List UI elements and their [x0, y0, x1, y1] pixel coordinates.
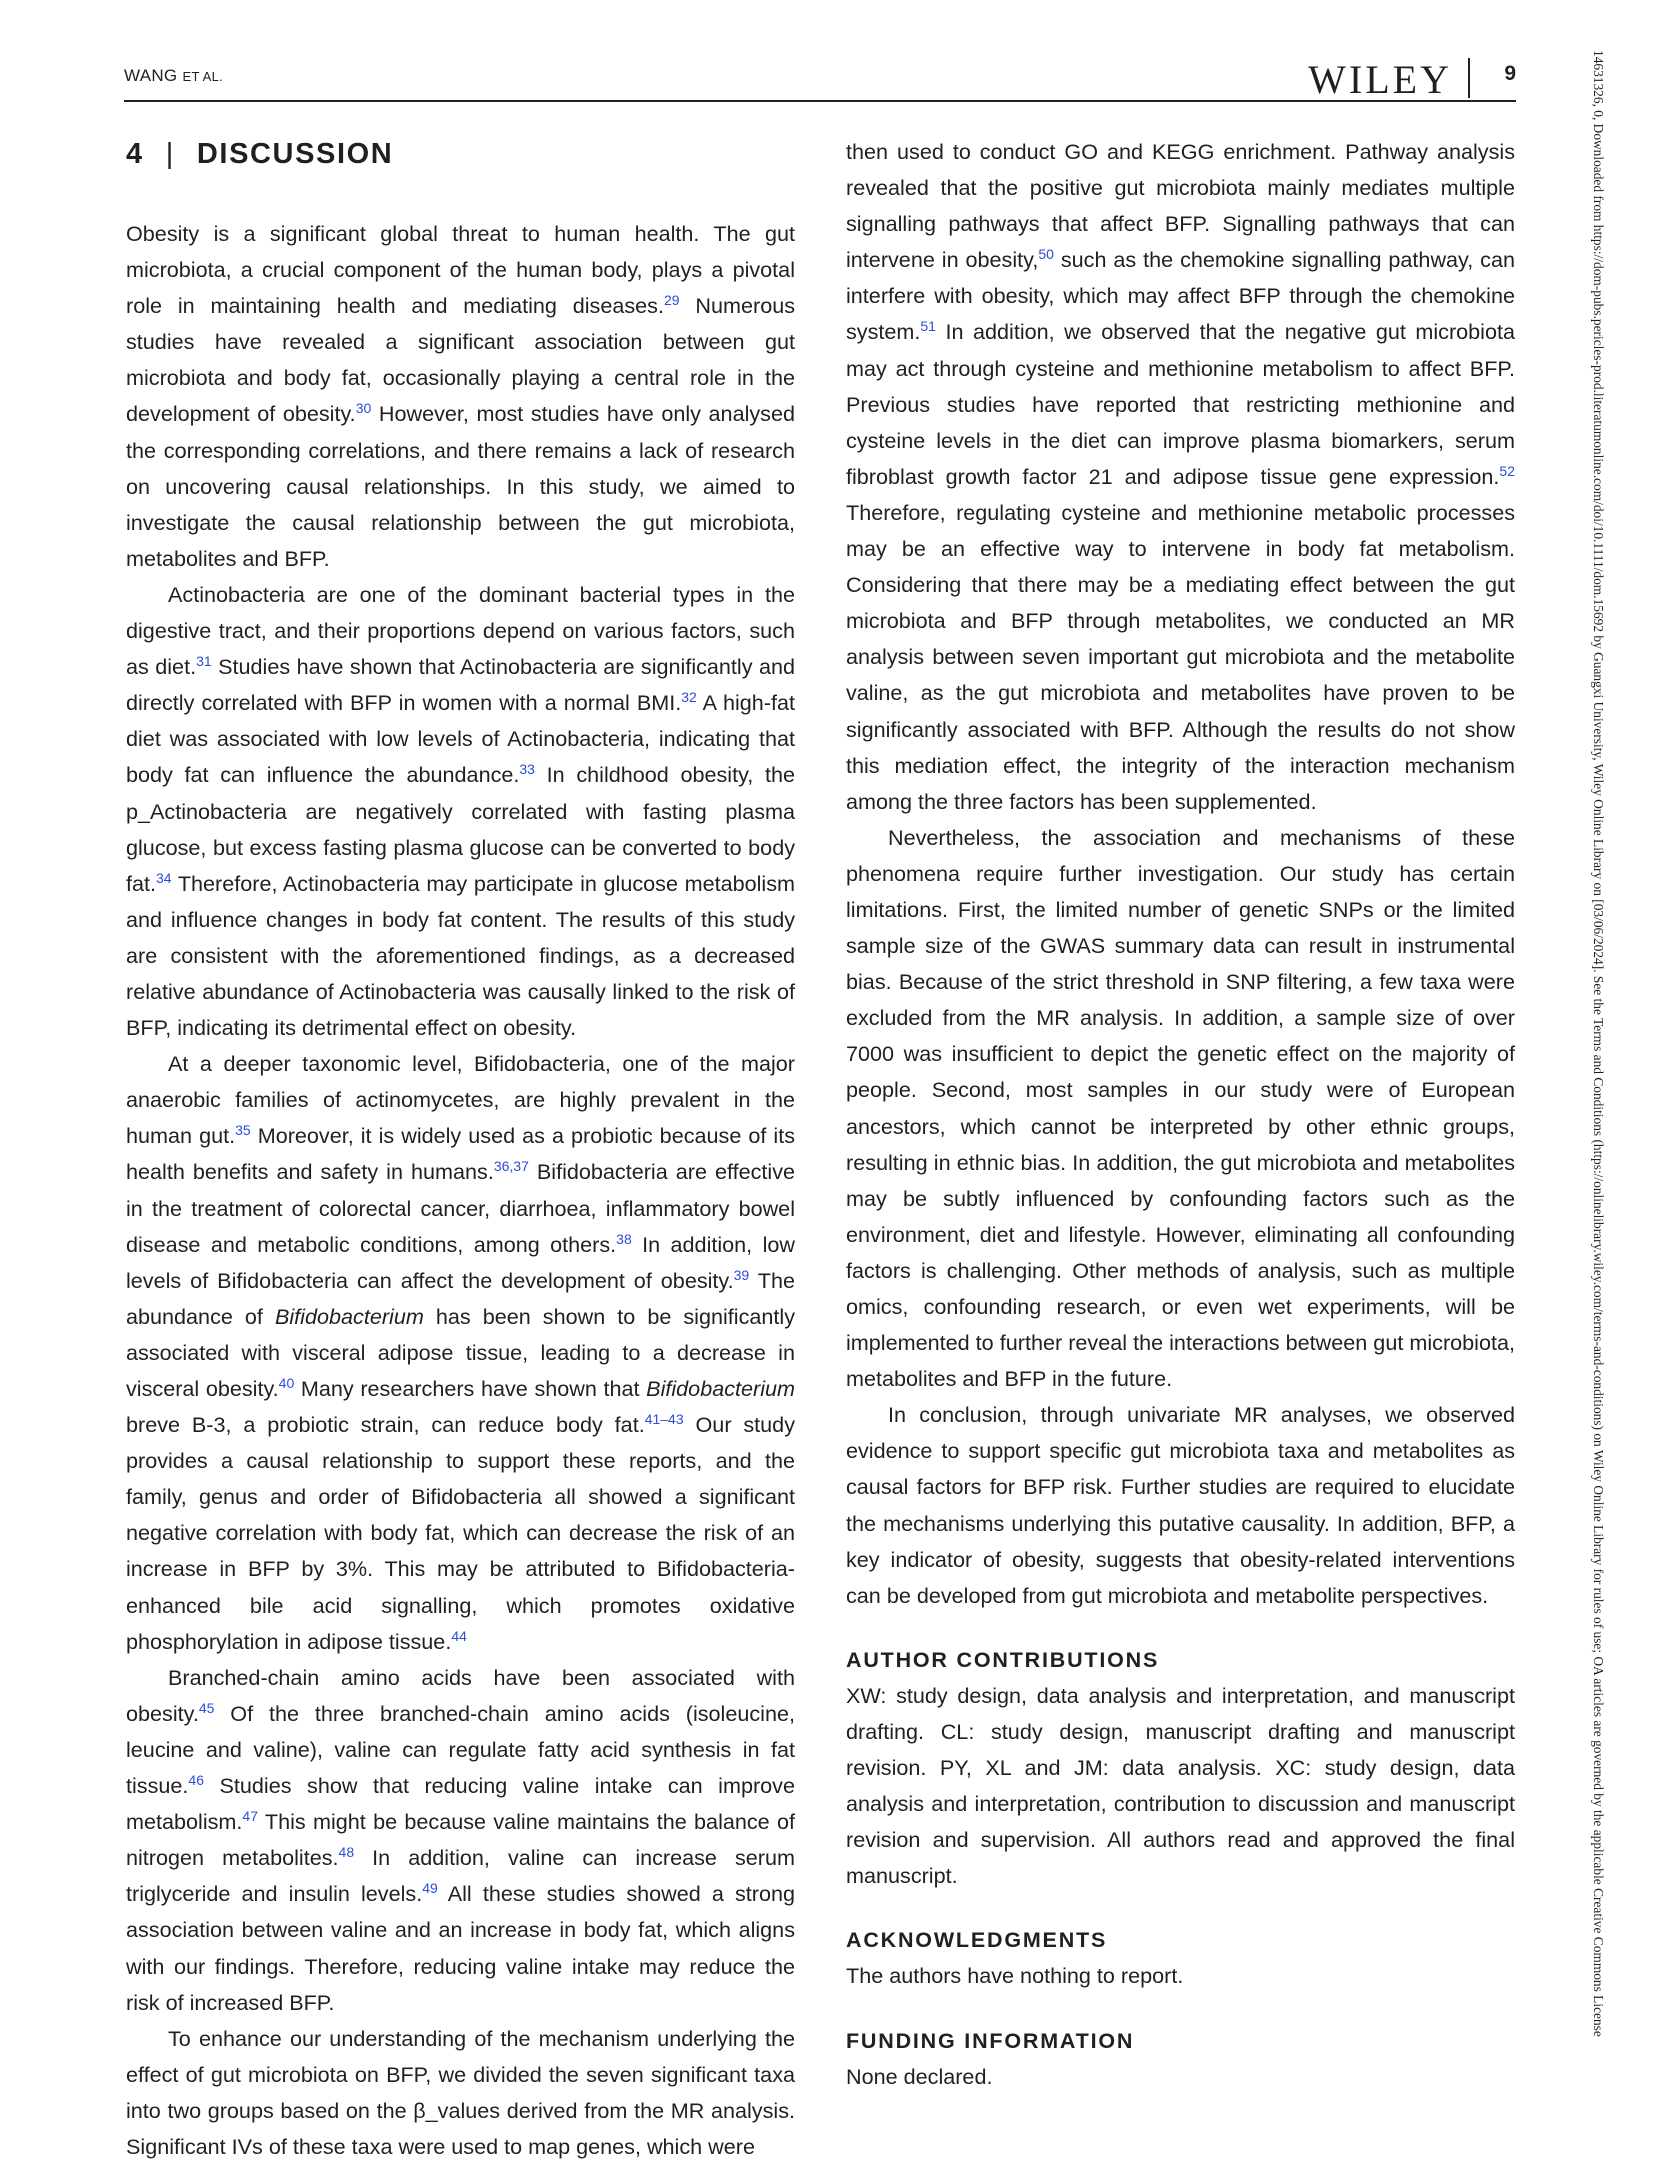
citation-link[interactable]: 39 [733, 1266, 750, 1283]
header-divider [1468, 58, 1470, 98]
citation-link[interactable]: 48 [338, 1844, 355, 1861]
acknowledgments-text: The authors have nothing to report. [846, 1963, 1184, 1989]
citation-link[interactable]: 44 [451, 1627, 467, 1644]
acknowledgments-heading: ACKNOWLEDGMENTS [846, 1928, 1108, 1953]
citation-link[interactable]: 49 [422, 1880, 438, 1897]
publisher-logo: WILEY [1308, 57, 1452, 102]
funding-text: None declared. [846, 2063, 993, 2089]
download-notice [1591, 50, 1616, 2120]
citation-link[interactable]: 29 [663, 292, 680, 308]
right-column [846, 134, 1515, 2095]
citation-link[interactable]: 35 [235, 1122, 251, 1139]
paragraph-conclusion: In conclusion, through univariate MR analyses, we observed evidence to support specific gut microbiota taxa and metabolites as causal factors for BFP risk. Further studies are required to elucidate the mechanisms underlying this putative causality. In addition, BFP, a key indicator of obesity, suggests that obesity-related interventions can be developed from gut microbiota and metabolite perspectives. [846, 1402, 1515, 1608]
page-header [124, 54, 1516, 102]
paragraph-discussion-1: Obesity is a significant global threat to human health. The gut microbiota, a crucial component of the human body, plays a pivotal role in maintaining health and mediating diseases.$^{29}$ Numerous studies have revealed a significant association between gut microbiota and body fat, occasionally playing a central role in the development of obesity.$^{30}$ However, most studies have only analysed the corresponding correlations, and there remains a lack of research on uncovering causal relationships. In this study, we aimed to investigate the causal relationship between the gut microbiota, metabolites and BFP. [126, 221, 796, 571]
page-number: 9 [1504, 62, 1516, 85]
section-divider: | [165, 138, 175, 170]
paragraph-limitations: Nevertheless, the association and mechanisms of these phenomena require further investigation. Our study has certain limitations. First, the limited number of genetic SNPs or the limited sample size of the GWAS summary data can result in instrumental bias. Because of the strict threshold in SNP filtering, a few taxa were excluded from the MR analysis. In addition, a sample size of over 7000 was insufficient to depict the genetic effect on the majority of people. Second, most samples in our study were of European ancestors, which cannot be interpreted by other ethnic groups, resulting in ethnic bias. In addition, the gut microbiota and metabolites may be subtly influenced by confounding factors such as the environment, diet and lifestyle. However, eliminating all confounding factors is challenging. Other methods of analysis, such as multiple omics, confounding research, or even wet experiments, will be implemented to further reveal the interactions between gut microbiota, metabolites and BFP in the future. [846, 824, 1515, 1392]
citation-link[interactable]: 45 [198, 1699, 215, 1716]
citation-link[interactable]: 47 [242, 1807, 258, 1824]
running-head-et-al: ET AL. [182, 69, 224, 84]
citation-link[interactable]: 33 [519, 761, 535, 778]
citation-link[interactable]: 41–43 [644, 1410, 684, 1427]
section-heading [126, 134, 795, 184]
citation-link[interactable]: 38 [616, 1230, 632, 1247]
section-title: DISCUSSION [196, 138, 394, 170]
author-contributions-text: XW: study design, data analysis and interpretation, and manuscript drafting. CL: study design, manuscript drafting and manuscript revision. PY, XL and JM: data analysis. XC: study design, data analysis and interpretation, contribution to discussion and manuscript revision and supervision. All authors read and approved the final manuscript. [846, 1682, 1515, 1889]
citation-link[interactable]: 31 [196, 652, 212, 669]
citation-link[interactable]: 30 [355, 400, 372, 417]
citation-link[interactable]: 52 [1499, 462, 1515, 479]
left-column [126, 134, 795, 2165]
paragraph-discussion-2: Actinobacteria are one of the dominant bacterial types in the digestive tract, and their proportions depend on various factors, such as diet.$^{31}$ Studies have shown that Actinobacteria are significantly and directly correlated with BFP in women with a normal BMI.$^{32}$ A high-fat diet was associated with low levels of Actinobacteria, indicating that body fat can influence the abundance.$^{33}$ In childhood obesity, the p_Actinobacteria are negatively correlated with fasting plasma glucose, but excess fasting plasma glucose can be converted to body fat.$^{34}$ Therefore, Actinobacteria may participate in glucose metabolism and influence changes in body fat content. The results of this study are consistent with the aforementioned findings, as a decreased relative abundance of Actinobacteria was causally linked to the risk of BFP, indicating its detrimental effect on obesity. [126, 581, 795, 1041]
citation-link[interactable]: 36,37 [493, 1158, 529, 1175]
citation-link[interactable]: 34 [156, 869, 172, 886]
citation-link[interactable]: 46 [188, 1771, 204, 1788]
citation-link[interactable]: 51 [920, 318, 936, 335]
running-head [124, 66, 223, 86]
citation-link[interactable]: 32 [681, 689, 697, 706]
funding-heading: FUNDING INFORMATION [846, 2028, 1135, 2053]
paragraph-discussion-3: At a deeper taxonomic level, Bifidobacteria, one of the major anaerobic families of actinomycetes, are highly prevalent in the human gut.$^{35}$ Moreover, it is widely used as a probiotic because of its health benefits and safety in humans.$^{36,37}$ Bifidobacteria are effective in the treatment of colorectal cancer, diarrhoea, inflammatory bowel disease and metabolic conditions, among others.$^{38}$ In addition, low levels of Bifidobacteria can affect the development of obesity.$^{39}$ The abundance of Bifidobacterium has been shown to be significantly associated with visceral adipose tissue, leading to a decrease in visceral obesity.$^{40}$ Many researchers have shown that Bifidobacterium breve B-3, a probiotic strain, can reduce body fat.$^{41-43}$ Our study provides a causal relationship to support these reports, and the family, genus and order of Bifidobacteria all showed a significant negative correlation with body fat, which can decrease the risk of an increase in BFP by 3%. This may be attributed to Bifidobacteria-enhanced bile acid signalling, which promotes oxidative phosphorylation in adipose tissue.$^{44}$ [126, 1051, 796, 1654]
citation-link[interactable]: 40 [278, 1374, 295, 1391]
citation-link[interactable]: 50 [1038, 246, 1054, 263]
paragraph-discussion-6: then used to conduct GO and KEGG enrichment. Pathway analysis revealed that the positive gut microbiota mainly mediates multiple signalling pathways that affect BFP. Signalling pathways that can intervene in obesity,$^{50}$ such as the chemokine signalling pathway, can interfere with obesity, which may affect BFP through the chemokine system.$^{51}$ In addition, we observed that the negative gut microbiota may act through cysteine and methionine metabolism to affect BFP. Previous studies have reported that restricting methionine and cysteine levels in the diet can improve plasma biomarkers, serum fibroblast growth factor 21 and adipose tissue gene expression.$^{52}$ Therefore, regulating cysteine and methionine metabolic processes may be an effective way to intervene in body fat metabolism. Considering that there may be a mediating effect between the gut microbiota and BFP through metabolites, we conducted an MR analysis between seven important gut microbiota and the metabolite valine, as the gut microbiota and metabolites have proven to be significantly associated with BFP. Although the results do not show this mediation effect, the integrity of the interaction mechanism among the three factors has been supplemented. [846, 139, 1515, 814]
author-contributions-heading: AUTHOR CONTRIBUTIONS [846, 1647, 1160, 1672]
section-number: 4 [126, 138, 144, 170]
running-head-author: WANG [124, 66, 178, 85]
paragraph-discussion-5: To enhance our understanding of the mechanism underlying the effect of gut microbiota on BFP, we divided the seven significant taxa into two groups based on the β_values derived from the MR analysis. Significant IVs of these taxa were used to map genes, which were [126, 2025, 795, 2159]
paragraph-discussion-4: Branched-chain amino acids have been associated with obesity.$^{45}$ Of the three branched-chain amino acids (isoleucine, leucine and valine), valine can regulate fatty acid synthesis in fat tissue.$^{46}$ Studies show that reducing valine intake can improve metabolism.$^{47}$ This might be because valine maintains the balance of nitrogen metabolites.$^{48}$ In addition, valine can increase serum triglyceride and insulin levels.$^{49}$ All these studies showed a strong association between valine and an increase in body fat, which aligns with our findings. Therefore, reducing valine intake may reduce the risk of increased BFP. [126, 1664, 796, 2015]
download-notice-text: 14631326, 0, Downloaded from https://dom-pubs.pericles-prod.literatumonline.com/doi/10.1111/dom.15692 by Guangxi University, Wiley Online Library on [03/06/2024]. See the Terms and Conditions (https://onlinelibrary.wiley.com/terms-and-conditions) on Wiley Online Library for rules of use; OA articles are governed by the applicable Creative Commons License [1591, 50, 1606, 2037]
